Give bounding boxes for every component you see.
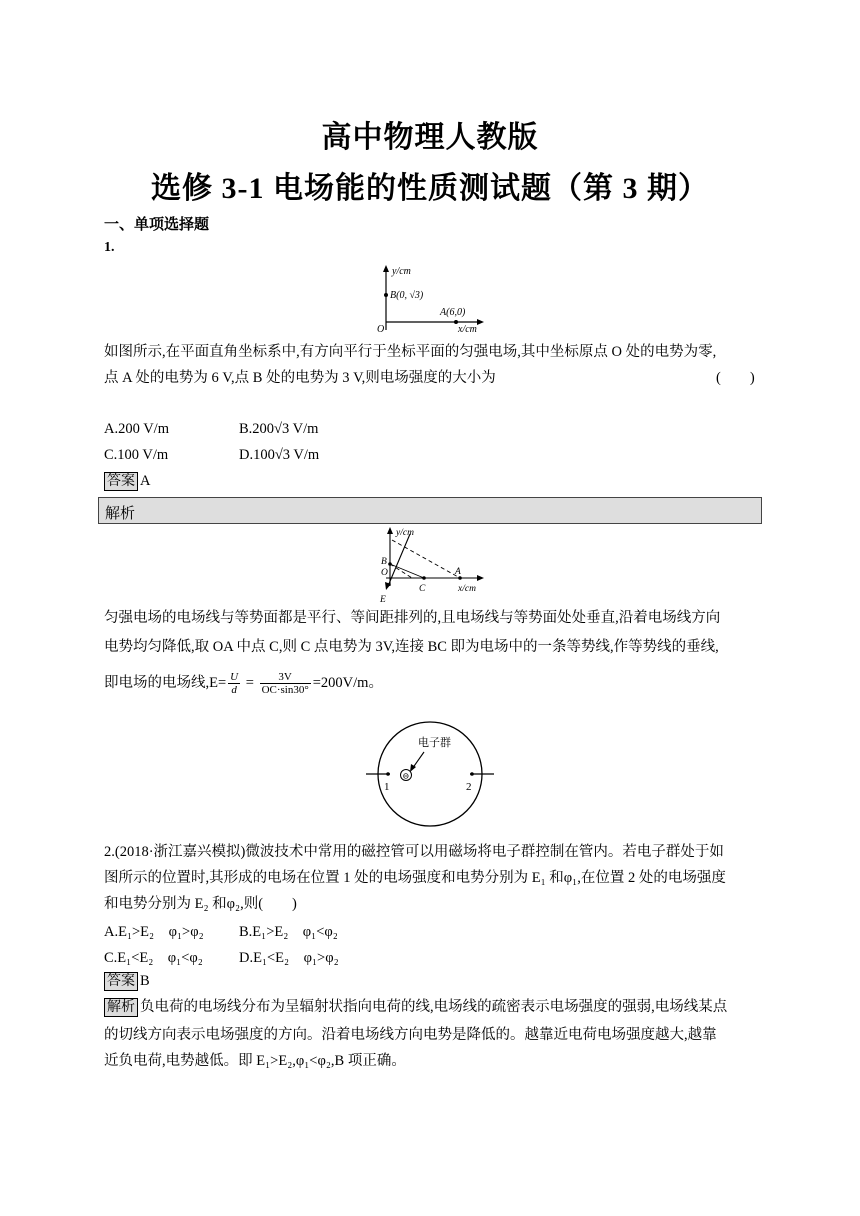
page-title: 高中物理人教版 bbox=[321, 121, 539, 154]
q1-fig2-x-label: x/cm bbox=[458, 584, 476, 594]
page-subtitle: 选修 3-1 电场能的性质测试题（第 3 期） bbox=[151, 172, 709, 205]
q2-analysis-tag: 解析 bbox=[104, 998, 138, 1017]
q1-fig2-a: A bbox=[455, 567, 461, 577]
q1-frac2-den: OC·sin30° bbox=[261, 684, 309, 697]
question-1-number: 1. bbox=[104, 240, 115, 255]
q2-answer-tag: 答案 bbox=[104, 972, 138, 991]
q2-expl-line2: 的切线方向表示电场强度的方向。沿着电场线方向电势是降低的。越靠近电荷电场强度越大,越靠 bbox=[104, 1027, 717, 1043]
q1-option-a: A.200 V/m bbox=[104, 421, 169, 437]
q1-fig2-o: O bbox=[381, 568, 388, 578]
q1-option-c: C.100 V/m bbox=[104, 447, 169, 463]
q2-option-d: D.E₁<E₂ φ₁>φ₂ bbox=[239, 950, 339, 966]
q1-coordinate-figure bbox=[370, 262, 495, 334]
q1-y-label: y/cm bbox=[392, 266, 411, 277]
q2-stem-line2: 图所示的位置时,其形成的电场在位置 1 处的电场强度和电势分别为 E₁ 和φ₁,在位置 2 处的电场强度 bbox=[104, 870, 726, 886]
q1-frac1-den: d bbox=[231, 684, 237, 697]
q1-answer-tag: 答案 bbox=[104, 472, 138, 491]
q1-stem-line2: 点 A 处的电势为 6 V,点 B 处的电势为 3 V,则电场强度的大小为 bbox=[104, 370, 496, 386]
q2-option-b: B.E₁>E₂ φ₁<φ₂ bbox=[239, 924, 338, 940]
q1-frac1-num: U bbox=[230, 671, 239, 684]
q1-answer-value: A bbox=[140, 473, 151, 489]
q1-analysis-tag: 解析 bbox=[105, 506, 136, 522]
q2-stem-line3: 和电势分别为 E₂ 和φ₂,则( ) bbox=[104, 896, 297, 912]
q2-position-2: 2 bbox=[466, 781, 472, 793]
q2-electron-label: 电子群 bbox=[418, 737, 451, 749]
q1-analysis-bar bbox=[98, 497, 762, 524]
q1-answer-paren: ( ) bbox=[716, 370, 755, 386]
q2-answer-value: B bbox=[140, 973, 150, 989]
q1-option-d: D.100√3 V/m bbox=[239, 447, 320, 463]
q2-charge-symbol: ⊖ bbox=[402, 771, 410, 781]
q1-fig2-b: B bbox=[381, 557, 387, 567]
q1-origin: O bbox=[377, 324, 385, 334]
q1-expl-line3 bbox=[104, 668, 754, 698]
q1-expl-line3-b: =200V/m。 bbox=[312, 675, 383, 691]
q2-expl-line3: 近负电荷,电势越低。即 E₁>E₂,φ₁<φ₂,B 项正确。 bbox=[104, 1053, 406, 1069]
q2-option-a: A.E₁>E₂ φ₁>φ₂ bbox=[104, 924, 204, 940]
q1-expl-line1: 匀强电场的电场线与等势面都是平行、等间距排列的,且电场线与等势面处处垂直,沿着电场线方向 bbox=[104, 610, 721, 626]
q1-fig2-y-label: y/cm bbox=[396, 528, 414, 538]
q1-fig2-e: E bbox=[380, 595, 386, 605]
q1-point-a: A(6,0) bbox=[440, 307, 466, 318]
q1-x-label: x/cm bbox=[458, 324, 477, 334]
q1-expl-eq: = bbox=[242, 675, 258, 691]
q1-point-b: B(0, √3) bbox=[390, 290, 424, 301]
q1-option-b: B.200√3 V/m bbox=[239, 421, 319, 437]
section-heading: 一、单项选择题 bbox=[104, 217, 210, 233]
q1-answer-row bbox=[104, 472, 150, 491]
q2-position-1: 1 bbox=[384, 781, 390, 793]
q2-option-c: C.E₁<E₂ φ₁<φ₂ bbox=[104, 950, 203, 966]
q1-frac2-num: 3V bbox=[260, 671, 311, 684]
q2-expl-line1-row bbox=[104, 994, 754, 1020]
q2-answer-row bbox=[104, 972, 150, 991]
q1-fig2-c: C bbox=[419, 584, 426, 594]
q1-expl-line3-a: 即电场的电场线,E= bbox=[104, 675, 227, 691]
q1-stem-line1: 如图所示,在平面直角坐标系中,有方向平行于坐标平面的匀强电场,其中坐标原点 O 处的电势为零, bbox=[104, 344, 717, 360]
q1-analysis-figure bbox=[372, 524, 490, 606]
q2-expl-line1: 负电荷的电场线分布为呈辐射状指向电荷的线,电场线的疏密表示电场强度的强弱,电场线某点 bbox=[140, 999, 728, 1015]
q2-magnetron-figure bbox=[366, 718, 496, 830]
q2-stem-line1: 2.(2018·浙江嘉兴模拟)微波技术中常用的磁控管可以用磁场将电子群控制在管内。若电子群处于如 bbox=[104, 844, 724, 860]
q1-expl-line2: 电势均匀降低,取 OA 中点 C,则 C 点电势为 3V,连接 BC 即为电场中的一条等势线,作等势线的垂线, bbox=[104, 639, 719, 655]
